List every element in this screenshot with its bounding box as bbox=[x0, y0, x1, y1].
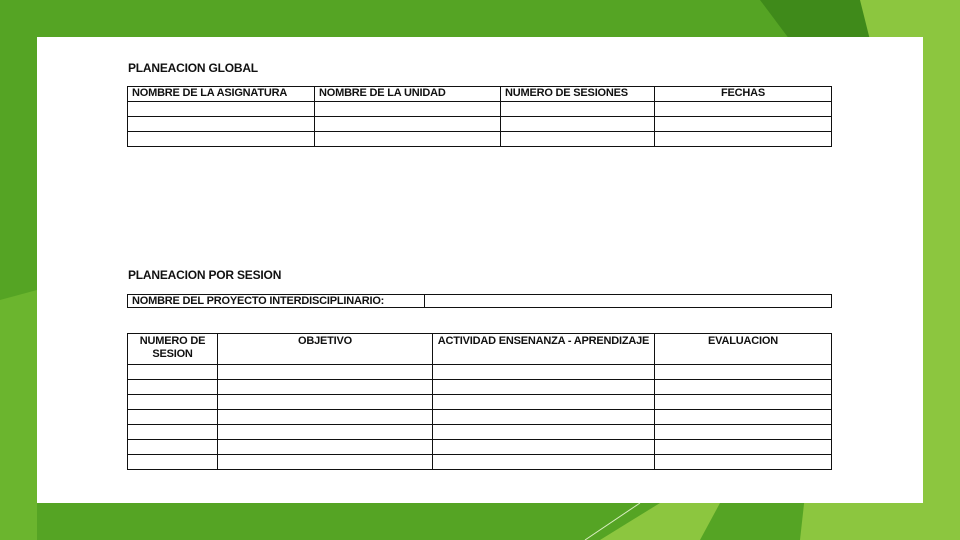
table-cell[interactable] bbox=[433, 425, 655, 440]
table-cell[interactable] bbox=[655, 410, 832, 425]
header-dates: FECHAS bbox=[655, 87, 832, 102]
table-cell[interactable] bbox=[433, 455, 655, 470]
header-session-number: NUMERO DE SESION bbox=[128, 334, 218, 365]
background-facet-left bbox=[0, 290, 37, 540]
table-cell[interactable] bbox=[128, 410, 218, 425]
table-cell[interactable] bbox=[128, 117, 315, 132]
table-cell[interactable] bbox=[655, 380, 832, 395]
table-cell[interactable] bbox=[433, 395, 655, 410]
table-cell[interactable] bbox=[218, 425, 433, 440]
table-cell[interactable] bbox=[218, 455, 433, 470]
session-planning-title: PLANEACION POR SESION bbox=[128, 268, 282, 282]
table-cell[interactable] bbox=[315, 117, 501, 132]
table-cell[interactable] bbox=[128, 425, 218, 440]
table-cell[interactable] bbox=[655, 365, 832, 380]
table-cell[interactable] bbox=[128, 455, 218, 470]
table-cell[interactable] bbox=[218, 440, 433, 455]
session-header-row bbox=[128, 334, 832, 365]
table-cell[interactable] bbox=[655, 425, 832, 440]
table-cell[interactable] bbox=[128, 440, 218, 455]
table-cell[interactable] bbox=[655, 455, 832, 470]
table-row bbox=[128, 440, 832, 455]
header-teaching-activity: ACTIVIDAD ENSENANZA - APRENDIZAJE bbox=[433, 334, 655, 365]
table-cell[interactable] bbox=[128, 395, 218, 410]
table-cell[interactable] bbox=[315, 132, 501, 147]
project-name-table bbox=[127, 294, 832, 308]
table-cell[interactable] bbox=[433, 380, 655, 395]
table-cell[interactable] bbox=[128, 102, 315, 117]
header-evaluation: EVALUACION bbox=[655, 334, 832, 365]
table-row bbox=[128, 102, 832, 117]
table-cell[interactable] bbox=[128, 132, 315, 147]
table-cell[interactable] bbox=[218, 365, 433, 380]
table-row bbox=[128, 132, 832, 147]
header-objective: OBJETIVO bbox=[218, 334, 433, 365]
table-cell[interactable] bbox=[501, 102, 655, 117]
table-row bbox=[128, 380, 832, 395]
header-session-count: NUMERO DE SESIONES bbox=[501, 87, 655, 102]
table-cell[interactable] bbox=[218, 395, 433, 410]
project-name-field[interactable] bbox=[425, 295, 832, 308]
table-cell[interactable] bbox=[433, 365, 655, 380]
table-cell[interactable] bbox=[655, 132, 832, 147]
table-cell[interactable] bbox=[655, 102, 832, 117]
table-row bbox=[128, 455, 832, 470]
table-cell[interactable] bbox=[655, 117, 832, 132]
table-row bbox=[128, 365, 832, 380]
table-row bbox=[128, 410, 832, 425]
table-cell[interactable] bbox=[655, 395, 832, 410]
project-row bbox=[128, 295, 832, 308]
table-cell[interactable] bbox=[501, 117, 655, 132]
table-cell[interactable] bbox=[128, 380, 218, 395]
table-cell[interactable] bbox=[501, 132, 655, 147]
document-page bbox=[37, 37, 923, 503]
table-cell[interactable] bbox=[218, 380, 433, 395]
header-unit-name: NOMBRE DE LA UNIDAD bbox=[315, 87, 501, 102]
header-subject-name: NOMBRE DE LA ASIGNATURA bbox=[128, 87, 315, 102]
global-planning-title: PLANEACION GLOBAL bbox=[128, 61, 258, 75]
session-planning-table bbox=[127, 333, 832, 470]
table-row bbox=[128, 117, 832, 132]
table-row bbox=[128, 425, 832, 440]
table-cell[interactable] bbox=[218, 410, 433, 425]
global-planning-table bbox=[127, 86, 832, 147]
table-row bbox=[128, 395, 832, 410]
global-header-row bbox=[128, 87, 832, 102]
table-cell[interactable] bbox=[655, 440, 832, 455]
table-cell[interactable] bbox=[433, 410, 655, 425]
table-cell[interactable] bbox=[433, 440, 655, 455]
table-cell[interactable] bbox=[128, 365, 218, 380]
table-cell[interactable] bbox=[315, 102, 501, 117]
project-name-label: NOMBRE DEL PROYECTO INTERDISCIPLINARIO: bbox=[128, 295, 425, 308]
